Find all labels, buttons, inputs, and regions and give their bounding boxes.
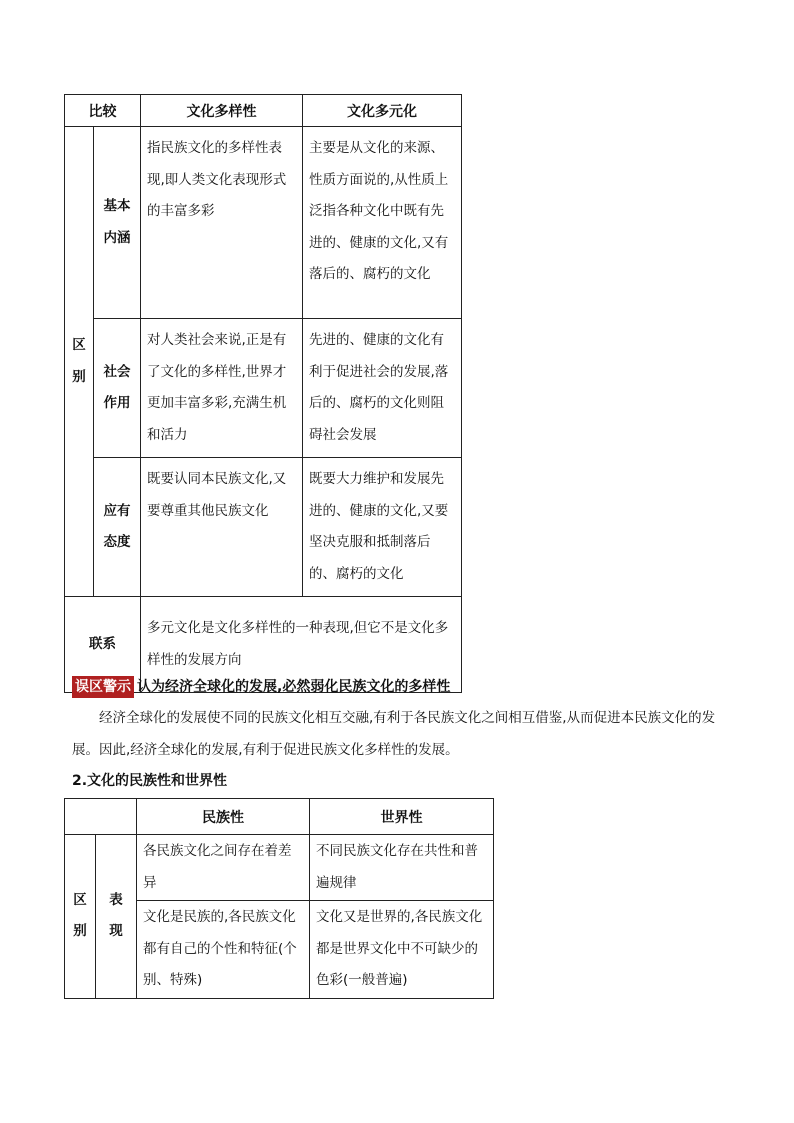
row-label-role [94,319,141,458]
row-label-biaoxian [96,835,137,999]
header-diversity: 文化多样性 [141,95,303,127]
header-pluralism: 文化多元化 [303,95,462,127]
header-national: 民族性 [137,799,310,835]
warning-title: 认为经济全球化的发展,必然弱化民族文化的多样性 [137,679,451,695]
cell-role-diversity: 对人类社会来说,正是有了文化的多样性,世界才更加丰富多彩,充满生机和活力 [141,319,303,458]
header-compare: 比较 [65,95,141,127]
label-line: 应有 [103,502,131,519]
cell-world-1: 不同民族文化存在共性和普遍规律 [310,835,494,901]
label-line: 作用 [103,395,131,411]
cell-role-pluralism: 先进的、健康的文化有利于促进社会的发展,落后的、腐朽的文化则阻碍社会发展 [303,319,462,458]
cell-world-2: 文化又是世界的,各民族文化都是世界文化中不可缺少的色彩(一般普遍) [310,901,494,999]
cell-national-2: 文化是民族的,各民族文化都有自己的个性和特征(个别、特殊) [137,901,310,999]
label-line: 表 [109,891,123,908]
national-world-table [64,798,494,999]
label-line: 基本 [103,198,131,214]
qubie-char-1: 区 [72,337,86,353]
label-line: 态度 [103,534,131,550]
section-title: 2.文化的民族性和世界性 [72,773,228,789]
cell-basic-diversity: 指民族文化的多样性表现,即人类文化表现形式的丰富多彩 [141,127,303,319]
cell-link-text: 多元文化是文化多样性的一种表现,但它不是文化多样性的发展方向 [141,597,462,693]
cell-attitude-diversity: 既要认同本民族文化,又要尊重其他民族文化 [141,458,303,597]
row-group-qubie [65,835,96,999]
label-line: 现 [109,923,123,940]
cell-basic-pluralism: 主要是从文化的来源、性质方面说的,从性质上泛指各种文化中既有先进的、健康的文化,又有落后的、腐朽的文化 [303,127,462,319]
misconception-warning [72,676,450,698]
label-line: 社会 [103,363,131,380]
row-label-link: 联系 [65,597,141,693]
diversity-comparison-table [64,94,462,693]
cell-national-1: 各民族文化之间存在着差异 [137,835,310,901]
qubie-char-2: 别 [72,368,86,385]
qubie-char-2: 别 [73,923,87,940]
header-blank [65,799,137,835]
label-line: 内涵 [103,229,131,246]
row-group-qubie [65,127,94,597]
cell-attitude-pluralism: 既要大力维护和发展先进的、健康的文化,又要坚决克服和抵制落后的、腐朽的文化 [303,458,462,597]
header-world: 世界性 [310,799,494,835]
qubie-char-1: 区 [73,891,87,908]
row-label-attitude [94,458,141,597]
warning-tag: 误区警示 [72,676,134,698]
warning-paragraph: 经济全球化的发展使不同的民族文化相互交融,有利于各民族文化之间相互借鉴,从而促进本民族文化的发展。因此,经济全球化的发展,有利于促进民族文化多样性的发展。 [72,710,716,758]
row-label-basic [94,127,141,319]
